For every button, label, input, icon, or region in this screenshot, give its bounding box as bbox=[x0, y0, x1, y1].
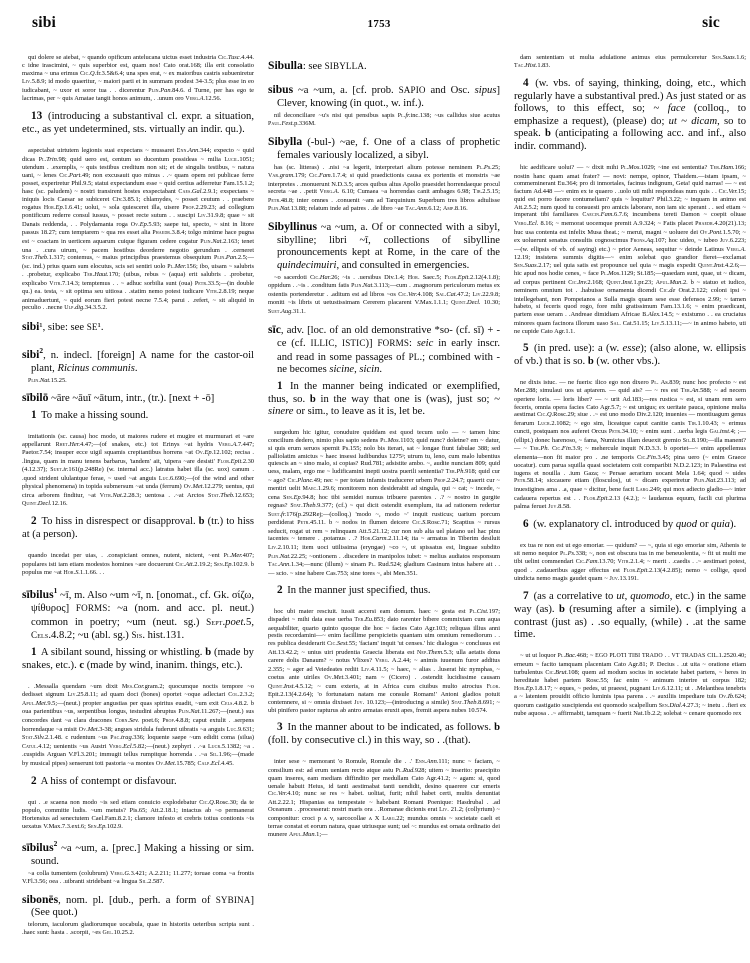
headword: sībilus$^1$ bbox=[22, 585, 58, 601]
citation-block: ne dixis istuc. — ne fueris: ilico ego non dixero Pl. As.839; nunc hoc profecto ~ est Mer.288; simulaui uos ut aptarem. — quid ais? — ~ res est Ter.An.588; ~ ad necem operiere loris. — loris liber? — ~ urit Ad.183;—res rustica ~ est, si unam rem sero feceris, omnia opera facies Cato Agr.5.7; ~ est unigus; ex ueritate pauca, opinione multa aestimat Cic.Q.Rosc.29; siue . .~ est uno modo Div.2.120; inuenies — montiuagum genus ferarum Lucr.2.1082; ~ ego sim, liceatque caput canitie canis Tib.1.10.43; ~ erimus cuncti, postquam nos auferet Orcus Petr.34.10; ~ enim sunt . .uerba legis Gai.inst.4; ;—(ellipt.) donec harenoso, ~ fama, Numicius illam deuexit gremio Sil.8.190;—illa manent? — ~ Ter.Ph. Cic.Fin.3.9; ~ mehercule inquit N.D.3.3. b oportet—~ enim appellemus elementa—non fit maior pro . .ne temporis Cic.Fin.3.45; pina uero (~ enim Graece uocatur). cum parua squilla quasi societatem coit comparibit N.D.2.123; in Palaestina est iugens et nouilla . .ium Gaza; ~ Persae aerarium uocant Mela 1.64; quod ~ uides Petr.58.14; siccauere etiam (flosculos), ut ~ dicam experiretur Plin.Nat.23.113; ad inuestigines ama . .a, quae ~ dicitur, bene facit Larg.249; qui mox adiecto gladio—~ inter cadauera repertus est . . Flor.Epit.2.13 (4.2.); ~ laudamus equum, facili cui plurima palma feruet Juv.8.58. bbox=[514, 378, 746, 511]
sense-number: 2 bbox=[31, 774, 37, 787]
citation-block: dam sententiam ut multa adulatione animus eius permulceretur Sen.Suas.1.6; Tac.Hist.1.83. bbox=[514, 53, 746, 70]
sense-block: 3 In the manner about to be indicated, as follows. b (foll. by consecutive cl.) in this way, so . .(that). bbox=[268, 721, 500, 746]
sense-number: 1 bbox=[277, 379, 283, 392]
dictionary-entry-headword: Sibylla (-bul-) ~ae, f. One of a class of prophetic females variously localized, a sibyl. bbox=[268, 134, 500, 161]
citation-block: qui . .e scaena non modo ~is sed etiam conuicio explodebatur Cic.Q.Rosc.30; da te populo, committe ludis. ~um metuis? Pis.65; Att.2.18.1; intactus ab ~o permanerat Hortensius ad senectutem Cael.Fam.8.2.1; clamore infesto et crebris totius contionis ~is uexatus V.Max.7.3.ext.6; Sen.Ep.102.9. bbox=[22, 798, 254, 830]
dictionary-entry-headword: sīc, adv. [loc. of an old demonstrative *so- (cf. sī) + -ce (cf. ILLIC, ISTIC)] FORMS: seic in early inscr. and read in some passages of PL.; combined with -ne becomes sicine, sicin. bbox=[268, 322, 500, 376]
sense-number: 2 bbox=[277, 583, 283, 596]
dictionary-entry-headword: sībilus$^2$ ~a ~um, a. [prec.] Making a hissing or sim. sound. bbox=[22, 839, 254, 867]
sense-number: 13 bbox=[31, 110, 43, 123]
sense-block: 5 (in pred. use): a (w. esse); (also alone, w. ellipsis of vb.) that is so. b (w. other vbs.). bbox=[514, 342, 746, 367]
running-head-left: sibi bbox=[32, 14, 57, 31]
sense-number: 1 bbox=[31, 408, 37, 421]
sense-number: 7 bbox=[523, 590, 529, 603]
citation-block: ~ ut ut loquor Pl.Bac.468; ~ EGO PLOTI TIBI TRADO . . VT TRADAS CIL.1.2520.40; erneum ~ facito tamquam placentam Cato Agr.81; P. Decius . .ut uita ~ oratione etiam turbulentus Cic.Brut.108; quem ad modum socius in societate habet partem, ~ heres in hereditate habet partem Rosc.55; fac enim ~ animum interire ut corpus 182; Hor.Ep.1.8.17; ~ eques, ~ pedes, ut praeest, pugnant Liv.6.12.11; ut . .Melanthea tenebris a ~ latentem prouidit officio luminis ipsa parens . .~ auxiliis impediare tuis Ov.Ib.624; quorum castigatio suscipienda est quomodo scalpellum Sen.Dial.4.27.3; ~ inetu . .fieri ex nube aquosa . .~ affirmabit, tamquam ~ fuerit Nat.1b.2.2; solebat ~ cenare quomodo rex bbox=[514, 652, 746, 718]
sense-number: 1 bbox=[31, 646, 37, 659]
column-1 bbox=[22, 52, 254, 952]
citation-block: hoc ubi mater resciuit. iussit accersi eam domum. haec ~ gesta est Pl.Cist.197; dispadet ~ mihi data esse uerba Ter.Eu.853; dato rarenter bibere commixtam cum aqua aequabiliter, quarto quinto quoque die hoc ~ facies Cato Agr.103; reliquas illius anni pestis recordamini—~ enim facillime perspicietis quantam uim omnium remediorum . . res publica desiderarit Cic.Sest.55; 'faciam' inquit 'ut censes.' hic dialogus ~ conclusus est Att.13.42.2; ~ unius uiri prudentia Graecia liberata est Nep.Them.5.3; ulla aetatis dona carere dolis Danaum? ~ notus Vlixes? Verg. A.2.44; ~ animis iuuenum furor additus 2.355; ~ ager ad Veiedeates rediit Liv.4.11.5; ~ haec, ~ alias . .luserat hic nymphas, ~ coetus ante uiriles Ov.Met.3.401; nam ~ (Cicero) . .ostendit lucidissime causam Quint.Inst.4.5.12; ~ cum exteris, at in Africa cum ciuibus multo atrocius Flor. Epit.2.13(4.2.64); 'o fortunatam natam me consule Romam!' Antoni gladios potuit contemnere, si ~ omnia dixisset Juv. 10.123;—(introducing a simile) Stat.Theb.8.691; ~ ubi pinifero pastor rapturus ab antro armatas eruxit apes, fremit aspera nubes 10.574. bbox=[268, 607, 500, 715]
cross-reference-entry: sibi¹, sibe: see SE¹. bbox=[22, 319, 104, 333]
headword: sībilus$^2$ bbox=[22, 839, 58, 854]
column-container bbox=[22, 52, 746, 952]
citation-block: telorum, iaculorum gladiorumque uocabula, quae in historiis ueteribus scripta sunt . .haec sunt: hasta . .scorpii, ~es Gel.10.25.2. bbox=[22, 921, 254, 936]
sense-number: 3 bbox=[277, 721, 283, 734]
sense-number: 5 bbox=[523, 342, 529, 355]
sense-number: 6 bbox=[523, 518, 529, 531]
dictionary-entry-headword: sibi$^2$, n. indecl. [foreign] A name for the castor-oil plant, Ricinus communis. bbox=[22, 346, 254, 374]
dictionary-entry-headword: sībilus$^1$ ~ī, m. Also ~um ~ī, n. [onomat., cf. Gk. σίζω, ψίθυρος] FORMS: ~a (nom. and acc. pl. neut.) common in poetry; ~um (neut. sg.) Sept.poet.5, Cels.4.8.2; ~u (abl. sg.) Sis. hist.131. bbox=[22, 585, 254, 642]
sense-number: 2 bbox=[31, 515, 37, 528]
sense-block: 6 (w. explanatory cl. introduced by quod or quia). bbox=[523, 518, 737, 531]
sense-block: 4 (w. vbs. of saying, thinking, doing, etc., which regularly have a substantival pred.) As just stated or as follows, to this effect, so; ~ face (colloq., to emphasize a request), (please) do; ut ~ dicam, so to speak. b (anticipating a following acc. and inf., also indir. command). bbox=[514, 77, 746, 152]
page-folio-number: 1753 bbox=[367, 18, 391, 30]
running-head bbox=[22, 14, 728, 40]
citation-block: hic aedificare uolui? — ~ dixit mihi Pl.Mos.1029; ~ine est sententia? Ter.Ham.166; nostin hanc quam amat frater? — novi: nempe, opinor, Thaidem.—istam ipsam, ~ commeminerant Eu.364; pro di inmortales, facinus indignum, Geta! quid narras! — ~ est factum Ad.448 —~ enim ex te quaero . .uolo uti mihi respondeas num quis . . Cic.Ver.15; quid est porro facere contumeliam? quis ~ loquitur? Phil.3.22; ~ inquam in animo est Att.2.5.2; num quod tu consuesti pro amicis laborare, non iam sic sperant . . sed etiam ~ imperant tibi familiares Caecin.Fam.6.7.6; incumbens tereti Damon ~ coepit oliuae Verg.Ecl. 8.16; ~ memorat uocemque premit A.9.324; ~ Fatis placet Phaedr.4.20(21).13; huc usa contenta est infelix Musa theat.; ~ merui, magni ~ uoluere dei Ov.Pont.1.5.70; ~ ex uoluerunt senatus consultis cognoscimus Frons.Aq.107; hoc uideo, ~ iubeo Juv.6.223;—(w. ellipsis of vb. of saying) etc.) ~ prior Aeneas, sequitur ~ deinde Latinus Verg.A. 12.19; insistens summis digitis—~ enim solebat quo grandior fieret—exclamat Sen.Suas.2.17; uel quia satis est propounce uel quia ~ magis expedit Quint.Inst.4.2.6;—hic apud nos hodie cenes, ~ face Pl.Mos.1129; St.185;—quaedam sunt, quae, ut ~ dicam, ad corpus pertinent Cic.Inv.2.168; Quint.Inst.1.pr.23; Apul.Mun.2. b ~ statuo et iudico, neminem omnium tot . .habuisse ornamenta dicendi Cic.de Orat.2.122; coloni ipsi ~ intellegebant, non Pompeianos a Sulla magis quam sese esse defensos 2.99; ~ tamen habeto, si feceris quod rogo, fore mihi gratissimum Fam.13.1.6; ~ enim praedicant, partem esse ueram . .Andreae dimidiam Africae B.Alex.14.5; ~ existumo . . ea cruciatus minores quam facinora illorum uaso Sal. Cat.51.15; Liv.5.13.11;—~ in animo habeto, uti ne cupide Cato Agr.1.1. bbox=[514, 164, 746, 336]
sense-block: 2 A hiss of contempt or disfavour. bbox=[31, 774, 177, 787]
citation-block: qui dolere se aiebat, ~ quando opificum antelucana uictus esset industria Cic.Tusc.4.44. c idne irascimini, ~ quis superbior est, quam nos! Cato orat.168; illa erit consolatio maxima ~ una erimus Cic.Q.fr.3.5&6.4; una spes erat, ~ ex maioribus castris subueniretur Liv.5.8.9; id modo quaeritur, ~ maiori parti et in summam prodest 34-3.5; plus esse in eo iudicabant, ~ uxor et soror tua . . dicerentur Plin.Pan.84.6. d Turne, per has ego te lacrimas, per ~ quis Amatae tangit honos animum, . .unum oro Verg.A.12.56. bbox=[22, 53, 254, 103]
headword: sibus bbox=[268, 83, 294, 97]
headword: Sibylla bbox=[268, 134, 303, 148]
dictionary-entry-headword: sībilō ~āre ~āuī ~ātum, intr., (tr.). [next + -ō] bbox=[22, 391, 215, 405]
column-2 bbox=[268, 52, 500, 952]
citation-block: Plin.Nat.15.25. bbox=[28, 376, 67, 384]
headword: sibi$^2$ bbox=[22, 346, 44, 361]
sense-block: 2 To hiss in disrespect or disapproval. b (tr.) to hiss at (a person). bbox=[22, 515, 254, 540]
sense-block: 1 To make a hissing sound. bbox=[31, 408, 149, 421]
citation-block: quando incedat per uias, . .conspiciant omnes, nutent, nictent, ~ent Pl.Mer.407; populares isti iam etiam modestos homines ~are docuerunt Cic.Att.2.19.2; Sen.Ep.102.9. b populus me ~at Hor.S.1.1.66. . . bbox=[22, 552, 254, 577]
column-3 bbox=[514, 52, 746, 952]
headword: sīc bbox=[268, 322, 281, 336]
headword: Sibyllinus bbox=[268, 219, 317, 233]
citation-block: nil deconciliare ~u's nisi qui pensibus sapis Pl.fr.inc.138; ~us callidus siue acutus Paul.Fest.p.336M. bbox=[268, 111, 500, 128]
sense-number: 4 bbox=[523, 77, 529, 90]
citation-block: ex tua re non est ut ego emoriar. — quidum? — ~, quia si ego emoriar sim, Athenis te sit nemo nequior Pl.Ps.338; ~, non est obscura tua in me beneuolentia, ~ fit ut multi me tibi uelint commendari Cic.Fam.13.70; Vitr.2.1.4; ~ merit . .caedis . .~ aestimari potest, quod . .cadaueribus agger effectus est Flor.Epit.2.13(4.2.85); nemo ~ collige, quod uindicta nemo magis gaudet quam ~ Juv.13.191. bbox=[514, 542, 746, 583]
citation-block: surgedum hic igitur, conuduire quiddam est quod tecum uolo — ~ tamen hinc concilium dedero, nimio plus sapio sedens Pl.Mos.1103; quid nunc? doletne? em ~ datur, si quis erum seruos spernit Ps.155; nolo bis iterari, sat ~ longae fiunt fabulae 388; sed palliolatim amictus ~ haec insessi ludibundus 1275ᵃ; utrum tu, leno, cum malo lubentius quiescis an ~ sino malo, si copias? Rud.781; adsistite ambo. ~, audite nunciam 809; quid uess, malam, ergo me ~ ludificamini inepti uostra puerili sententia? Ter.Ph.918; quid cur ~ ago? Cic.Planc.49; nec ~ per totam infamis traducerer urbem Prop.2.24.7; quaerit cur ~ mentiri uelit Maec.1.29.6; monitorem non desiderabit ad singula, qui ~ cat; ~ incede, ~ cena Sen.Ep.94.8; hoc tibi semidei numus tribuere parentes . .? ~ nostro in gurgite regnas? Stat.Theb.9.377; (cf.) ~ qui dicit ostendit exemplum, ita ad rationem redertur Suet.fr.176(p.292Rej;—(colloq.) 'modo ~, modo ~' inquit rusticus; uarium porcum perdiderat Petr.45.11. b ~ nodos in flumen deicere Cic.S.Rosc.71; Scaptius ~ rursus seducit, rogat ut rem ~ relinquam Att.5.21.12; cur non sub alta uel platano uel hac pinu iacentes ~ temere . .potamus . .? Hor.Carm.2.11.14; ita ~ armatus in Tiberim desiluit Liv.2.10.11; item uoci utilissima (eryngae) ~co ~, ut spissatus est, linguae subdito Plin.Nat.22.25; ~ontionem . .discedere in manipolos iubet: ~ melius audiatos responsum Tac.Ann.1.34;—nunc (illum) ~ sinam Pl. Rud.524; gladium Casinum intus habere ait . . — scio. ~ sine habere Cas.753; sine tores ~, abi Men.351. bbox=[268, 429, 500, 577]
sense-block: 1 In the manner being indicated or exemplified, thus, so. b in the way that one is (was), just so; ~ sinere or sim., to leave as it is, let be. bbox=[268, 379, 500, 418]
citation-block: has (sc. litteras) . .nisi ~a legerit, interpretari alium potesse neminem Pl.Ps.25; Var.gram.179; Cic.Fam.1.7.4; si quid praedictionis causa ex portentis et monstris ~ae interpretes . .monuerunt N.D.3.5; arces quibus altus Apollo praesidet horrendaeque procul secreta ~ae . .petit Verg.A. 6.10; Cumaea ~a horrendas canit ambages 6.98; Tib.2.5.15; Petr.48.8; inter omnes . .conuenit ~am ad Tarquinium Superbum tres libros adtulisse Plin.Nat.13.88; relatum inde ad patres . .de libro ~ae Tac.Ann.6.12; Amp.8.16. bbox=[268, 163, 500, 213]
citation-block: ~a colla tumentem (colubrum) Verg.G.3.421; A.2.211; 11.277; toruae coma ~a frontis V.Fl.3.56; oea . .uibranti stridebant ~a lingua Sil.2.587. bbox=[22, 869, 254, 886]
sense-block: 1 A sibilant sound, hissing or whistling. b (made by snakes, etc.). c (made by wind, inanim. things, etc.). bbox=[22, 646, 254, 671]
sense-block: 13 (introducing a substantival cl. expr. a situation, etc., as yet undetermined, sts. virtually an indir. qu.). bbox=[22, 110, 254, 135]
sense-block: 7 (as a correlative to ut, quomodo, etc.) in the same way (as). b (resuming after a simile). c (implying a contrast (just as) . .so equally, (while) . .at the same time. bbox=[514, 590, 746, 641]
headword: sibonēs bbox=[22, 892, 59, 906]
citation-block: . .Messalla quendam ~um dixit Mes.Cor.gram.2; quocumque noctis tempore ~o dedisset signum Liv.25.8.11; ad quam doci (bones) oportet ~oque adlectari Col.2.3.2; Apul.Met.9.5;—(neut.) propter angustias per quas spiritus euadit, ~um exit Cels.4.8.2. b oua parientibus ~us, serpentibus longus, testudini abruptus Plin.Nat.11.267;—(neut.) sus concordes dant ~a clara dracones Corn.Sev. poet.6; Prop.4.8.8; caput extulit . .serpens horrendaque ~a misit Ov.Met.3-38; angues stridula fuderunt uibratis ~a anguis Luc.9.631; Stat.Silv.2.1.48. c rudentum ~us Pac.trag.336; loquente saepe ~um edidit coma (silua) Catul.4.12; uenientis ~us Austri Verg.Ecl.5.82;—(neut.) zephyri . .~a Lucr.5.1382; ~a . .cuspidis Arguan V.Fl.3.201; immugit tellus rumpitque horrenda . .~a Sil.1.96;—(made by musical pipes) senserunt toti pastoria ~a montes Ov.Met.15.785; Calp.Ecl.4.45. bbox=[22, 682, 254, 767]
cross-reference-entry: Sibulla: see SIBYLLA. bbox=[268, 59, 367, 72]
citation-block: aspectabat uirtutem legionis suai expectans ~ mussaret Enn.Ann.344; expecto ~ quid dicas Pl.Trin.98; quid uero est, centum so ducentum possideas ~ milia Lucil.1051; utendum . .exemplis, ~ quis testibus creditum non sit; et de singulis testibus, ~ natura uani, ~ lenes Cic.Part.49; non excusauit quo minus . .~ quam opem rei publicae ferre posset, experiretur Phil.9.5; statui expectandum esse ~ quid certius adferretur Fam.15.1.2; hasc (sc. paludem) ~ nostri transirent hostes exspectabant Caes.Gal.2.9.1; exspectans ~ iniquis locis Caesar se subiceret Civ.3.85.1; chlamydes, ~ posset ceutum . . praebere rogatus Hor.Ep.1.6.41; uolui, ~ sola quiesceret illa, uisere Prop.2.29.23; ad collegium pontificum rederre consul iussus, ~ posset recte sutum . . suscipi Liv.31.9.8; quae ~ sit Danais reddenda, . . Polydamanta roga Ov.Ep.5.93; saepe tui, specto, ~ sint in litore passus 18.27; cum temptarem ~ qua res esset alia Phaedr.3.8.4; tolgo minime hace pugna est ~ coactam in uerticem aquarum cuique figuram cedere cogatur Plin.Nat.2.163; tenet una . .cura uirum, ~ pacem hostibus deorderre negotio gerundum . .cerneret Stat.Theb.1.317; contemus, ~ maius principibus praestemus obsequium Plin.Pan.2.5;—(sc. ind.) prius quam sum elocutus, scis sei sentiri uolo Pl.Mer.156; ibo, uisam ~ salubris . .probetur, explicabo Ter.Haut.170; (uibus, rebus ~ (aqua) erit salubris . .probetur, explicabo Vitr.7.14.3; temptemus . . ~ adhuc sorbilia sunt (oua) Petr.33.5;—(in double qu.) ea. testa, ~ sit optima seu uitiosa . .statim nemo potest iudicare Vitr.2.8.19; neque animaduertunt, ~ quid eorum fieri potest necne 7.5.4; parui . .refert, ~ sit aliquid in peculio . .necne Ulp.dig.34.3.5.2. bbox=[22, 147, 254, 312]
headword: Sibulla bbox=[268, 59, 303, 72]
headword: sībilō bbox=[22, 391, 49, 405]
running-head-right: sic bbox=[702, 14, 720, 31]
citation-block: ~o sacerdoti Cic.Har.26; ~is . .uersibus Div.1.4; Hor. Saec.5; Flor.Epit.2.12(4.1.8); oppidum . .~is . .conditum fatis Plin.Nat.3.113;—cum . .magnorum periculorum metus ex ostentis portenderetur . .aditum est ad libros ~os Cic.Ver.4.108; Sal.Cat.47.2; Liv.22.9.8; moniti ~is libris ut uetustissimam Cererem placarent V.Max.1.1.1; Quint.Decl. 10.30; Suet.Aug.31.1. bbox=[268, 273, 500, 315]
citation-block: inter sese ~ memorant 'o Romule, Romule die . .' Enn.Ann.111; nunc ~ faciam, ~ consilium est: ad erum ueniam recto atque astu Pl.Rud.928; uitem ~ inserito: praecipito quam inseres, eam mediam diffindito per medullam Cato Agr.41.2; ~ agam: si, quod uenale habuit Heius, id tanti aestimabat tanti uendidit, desino quaerere cur emeris Cic.Ver.4.10; nunc se res ~ habet. uolitat, furit; nihil habet certi, multis denuntiat Att.2.22.1; Hispanias ea tempestate ~ habebant Romani Poenique: Hasdrubal . .ad Oceanum . .processerat: nostri maris ora . .Romanae dicionis erat Liv. 21.2; (collyrium) ~ componitur: croci p ᴧ v, sarcocollae ᴧ X Larg.22; mundus omnis ~ societate caeli et terrae constat et eorum natura, quae utriusque sunt; uel ~: mundus est ornata ordinatio dei munere Apul.Mun.1;— bbox=[268, 758, 500, 839]
dictionary-entry-headword: sibonēs, nom. pl. [dub., perh. a form of SYBINA] (See quot.) bbox=[22, 892, 254, 919]
citation-block: imitationis (sc. causa) hoc modo, ut maiores rudere et mugire et murmurari et ~are appellarunt Rhet.Her.4.47;—(of snakes, etc.) tot Erinys ~at hydris Verg.A.7.447; Paetor.7.54; insuper ecce uigil squamis crepitantibus horrens ~at Ov.Ep.12.102; recisa . .lingua, quam in manu tenens barbarus, 'tandem' ait, 'uipera ~are desisti' Flor.Epit.2.30 (4.12.37); Suet.ir.161(p.248Re) (w. internal acc.) latratus habet illa (sc. uox) canum . .quod strident ululantque ferae, ~ used ~at anguis Luc.6.690;—(of the wind and other physical phenomena) in topida submersum ~at unda (ferrum) Ov.Met.12.279; uentus, qui circa arborem finditur, ~at Vitr.Nat.2.28.3; uentosa . .~at Arctos Stat.Theb.12.653; Quint.Decl.12.16. bbox=[22, 433, 254, 508]
dictionary-entry-headword: sibus ~a ~um, a. [cf. prob. SAPIO and Osc. sipus] Clever, knowing (in quot., w. inf.). bbox=[268, 83, 500, 109]
sense-block: 2 In the manner just specified, thus. bbox=[277, 583, 431, 596]
headword: sibi bbox=[22, 319, 40, 333]
dictionary-entry-headword: Sibyllinus ~a ~um, a. Of or connected with a sibyl, sibylline; libri ~ī, collections of sibylline pronouncements kept at Rome, in the care of the quindecimuiri, and consulted in emergencies. bbox=[268, 219, 500, 271]
